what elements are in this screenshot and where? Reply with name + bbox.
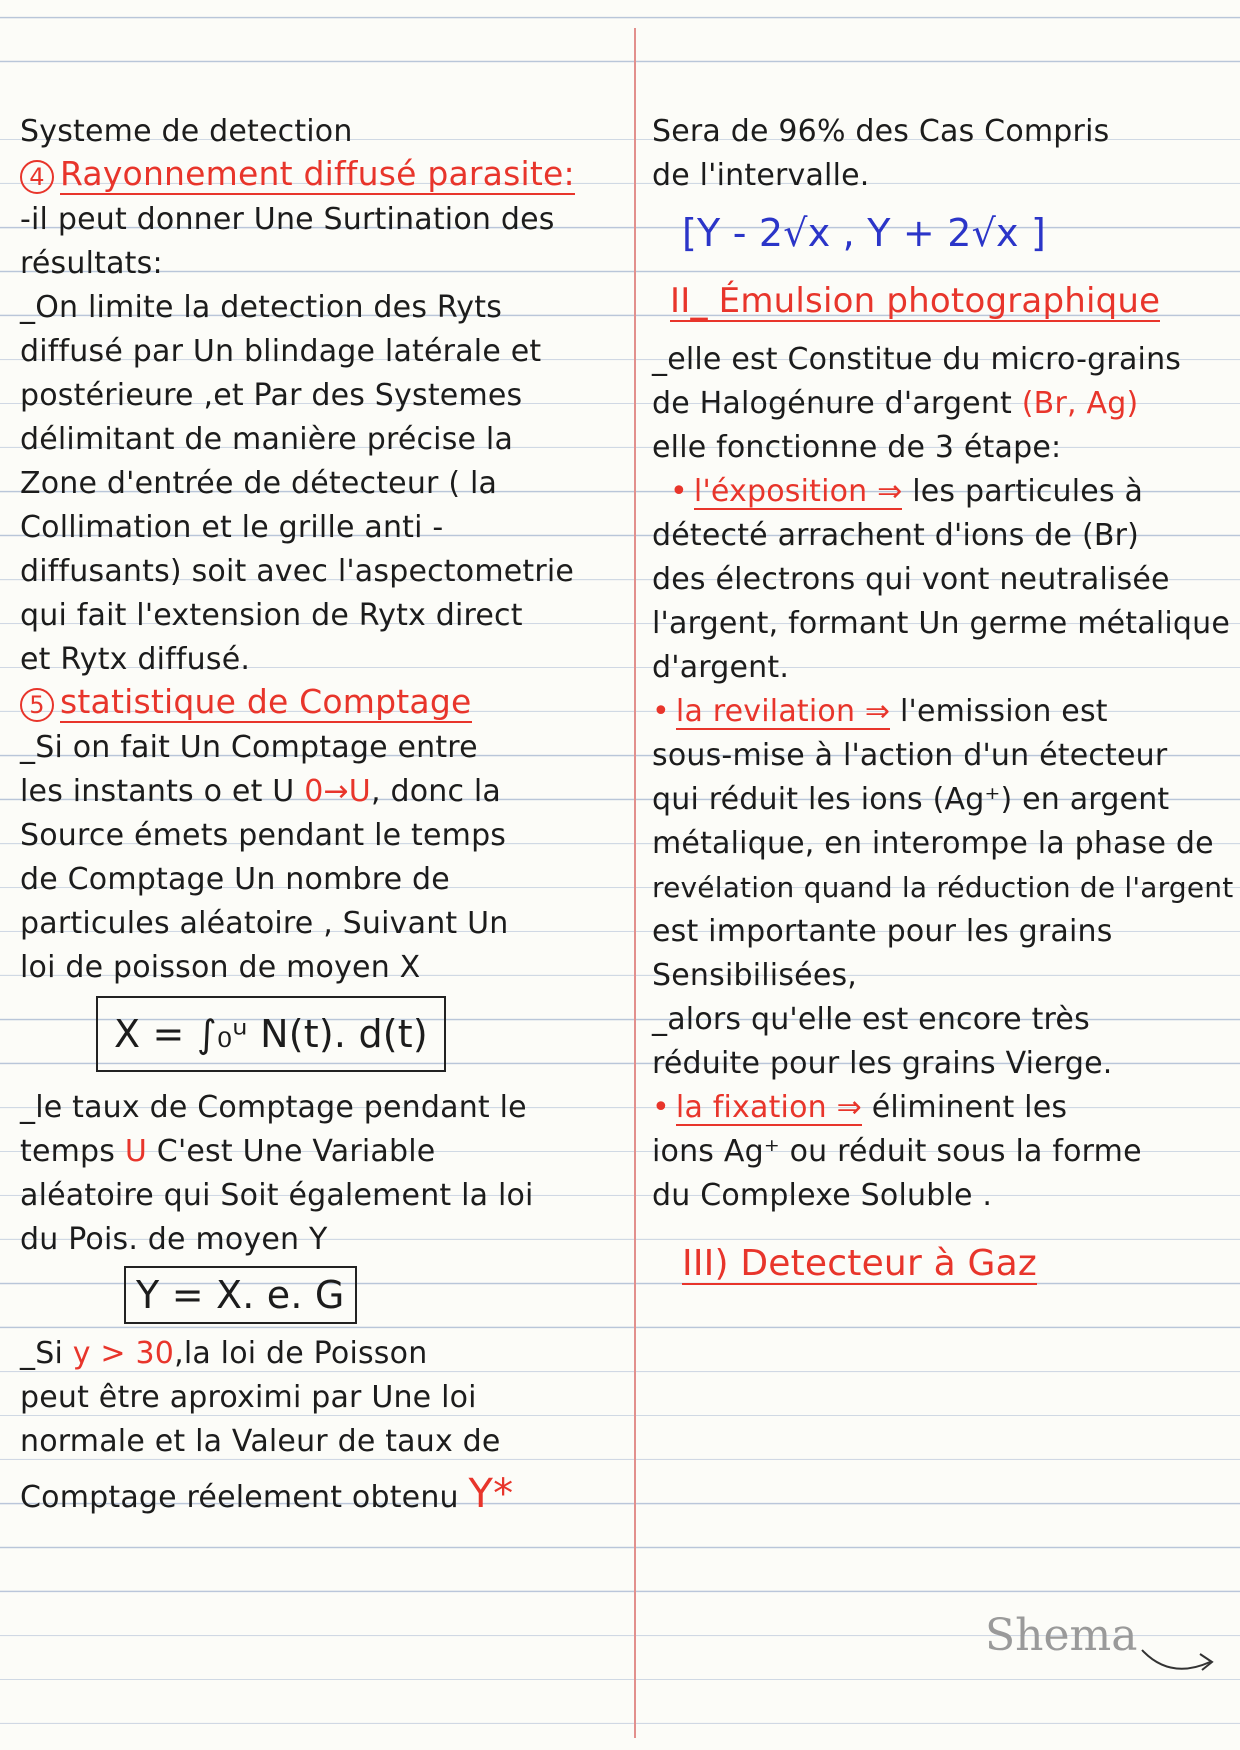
text-fragment: _Si (20, 1336, 63, 1371)
text-line: détecté arrachent d'ions de (Br) (652, 518, 1140, 553)
section-title: III) Detecteur à Gaz (682, 1243, 1037, 1284)
text-line: loi de poisson de moyen X (20, 950, 421, 985)
text-line (20, 770, 632, 814)
text-line: de l'intervalle. (652, 158, 870, 193)
right-column (652, 110, 1232, 1314)
step-label: l'éxposition ⇒ (693, 474, 903, 509)
text-line: aléatoire qui Soit également la loi (20, 1178, 534, 1213)
text-line: résultats: (20, 246, 163, 281)
formula-y-box: Y = X. e. G (124, 1266, 357, 1324)
text-line: _elle est Constitue du micro-grains (652, 342, 1182, 377)
section-heading-4 (20, 154, 632, 198)
text-line: diffusants) soit avec l'aspectometrie (20, 554, 575, 589)
bullet-icon: • (670, 474, 688, 509)
text-line: diffusé par Un blindage latérale et (20, 334, 542, 369)
text-fragment: l'emission est (900, 694, 1108, 729)
text-line: Sera de 96% des Cas Compris (652, 114, 1110, 149)
text-line (20, 1332, 632, 1376)
text-line: elle fonctionne de 3 étape: (652, 430, 1062, 465)
text-line: Source émets pendant le temps (20, 818, 507, 853)
interval-line (652, 198, 1232, 268)
text-line: réduite pour les grains Vierge. (652, 1046, 1113, 1081)
text-line: _le taux de Comptage pendant le (20, 1090, 527, 1125)
section-number: 5 (20, 688, 54, 722)
text-line: métalique, en interompe la phase de (652, 826, 1214, 861)
text-fragment: , donc la (370, 774, 502, 809)
text-line: postérieure ,et Par des Systemes (20, 378, 523, 413)
highlight-u: U (124, 1134, 148, 1169)
formula-line (20, 990, 632, 1086)
interval-annotation: 0→U (304, 774, 371, 809)
text-line: est importante pour les grains (652, 914, 1113, 949)
text-fragment: Comptage réelement obtenu (20, 1480, 459, 1515)
left-column (20, 110, 632, 1524)
text-line: revélation quand la réduction de l'argent (652, 871, 1234, 904)
section-heading-2 (652, 268, 1232, 338)
section-title: statistique de Comptage (60, 682, 472, 721)
text-line: -il peut donner Une Surtination des (20, 202, 555, 237)
text-fragment: temps (20, 1134, 116, 1169)
signature: Shema (985, 1610, 1138, 1661)
section-heading-3 (652, 1218, 1232, 1314)
text-fragment: éliminent les (871, 1090, 1068, 1125)
text-line (652, 470, 1232, 514)
bullet-icon: • (652, 1090, 670, 1125)
text-line: Collimation et le grille anti - (20, 510, 444, 545)
text-line: _On limite la detection des Ryts (20, 290, 503, 325)
text-fragment: de Halogénure d'argent (652, 386, 1013, 421)
bullet-icon: • (652, 694, 670, 729)
element-symbols: (Br, Ag) (1021, 386, 1139, 421)
text-line: peut être aproximi par Une loi (20, 1380, 477, 1415)
text-line: Systeme de detection (20, 114, 353, 149)
confidence-interval: [Y - 2√x , Y + 2√x ] (682, 211, 1047, 255)
margin-line (634, 28, 636, 1738)
text-line: qui fait l'extension de Rytx direct (20, 598, 523, 633)
step-label: la fixation ⇒ (675, 1090, 862, 1125)
text-line: normale et la Valeur de taux de (20, 1424, 501, 1459)
section-title: Rayonnement diffusé parasite: (60, 154, 575, 193)
text-line: sous-mise à l'action d'un étecteur (652, 738, 1168, 773)
text-line: délimitant de manière précise la (20, 422, 514, 457)
text-line: d'argent. (652, 650, 790, 685)
text-line: _alors qu'elle est encore très (652, 1002, 1090, 1037)
text-line: des électrons qui vont neutralisée (652, 562, 1170, 597)
text-line: du Complexe Soluble . (652, 1178, 993, 1213)
text-line (20, 1464, 632, 1524)
text-line: qui réduit les ions (Ag⁺) en argent (652, 782, 1170, 817)
text-line (652, 690, 1232, 734)
step-label: la revilation ⇒ (675, 694, 891, 729)
condition-highlight: y > 30 (72, 1336, 175, 1371)
text-line (652, 1086, 1232, 1130)
text-fragment: ,la loi de Poisson (174, 1336, 428, 1371)
section-title: II_ Émulsion photographique (670, 281, 1161, 321)
text-line: particules aléatoire , Suivant Un (20, 906, 509, 941)
section-heading-5 (20, 682, 632, 726)
text-line: et Rytx diffusé. (20, 642, 251, 677)
text-line: Zone d'entrée de détecteur ( la (20, 466, 498, 501)
text-fragment: les particules à (912, 474, 1144, 509)
section-number: 4 (20, 160, 54, 194)
curved-arrow-icon (1140, 1640, 1220, 1680)
text-fragment: les instants o et U (20, 774, 295, 809)
y-star-highlight: Y* (468, 1471, 514, 1517)
text-line: l'argent, formant Un germe métalique (652, 606, 1231, 641)
text-line: Sensibilisées, (652, 958, 858, 993)
text-line: du Pois. de moyen Y (20, 1222, 328, 1257)
formula-line (20, 1262, 632, 1332)
text-line: _Si on fait Un Comptage entre (20, 730, 478, 765)
formula-x-box: X = ∫₀ᵘ N(t). d(t) (96, 996, 446, 1072)
text-line (652, 382, 1232, 426)
text-fragment: C'est Une Variable (156, 1134, 436, 1169)
text-line (20, 1130, 632, 1174)
text-line: ions Ag⁺ ou réduit sous la forme (652, 1134, 1142, 1169)
text-line: de Comptage Un nombre de (20, 862, 450, 897)
